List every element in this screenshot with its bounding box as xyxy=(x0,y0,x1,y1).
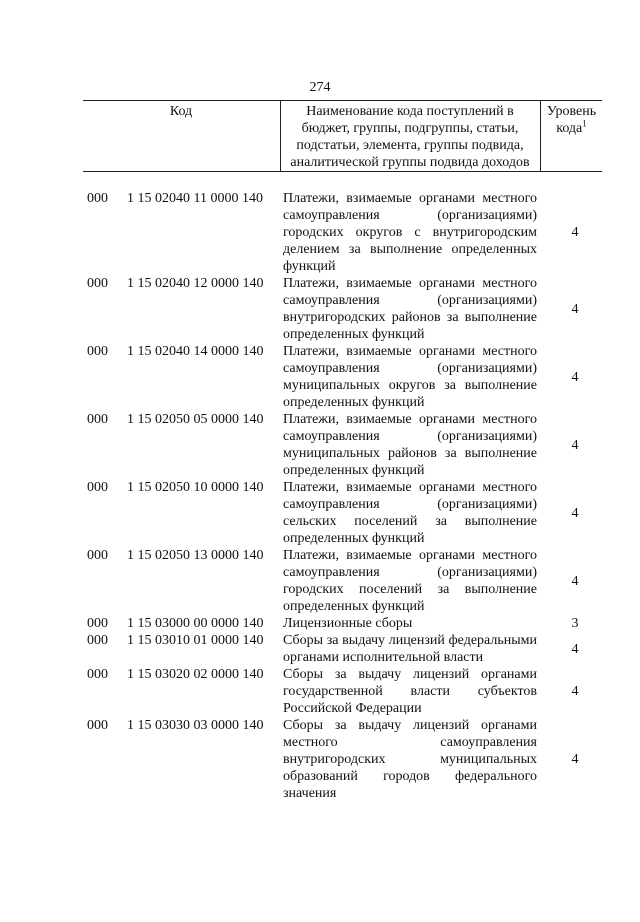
table-row xyxy=(0,632,640,666)
row-code: 1 15 03020 02 0000 140 xyxy=(127,667,264,682)
row-name: Сборы за выдачу лицензий органами местного самоуправления внутригородских муниципальных образований городов федерального значения xyxy=(283,718,537,801)
row-code: 1 15 03030 03 0000 140 xyxy=(127,718,264,733)
row-level: 4 xyxy=(571,641,579,657)
row-prefix: 000 xyxy=(87,616,108,631)
row-code: 1 15 02040 12 0000 140 xyxy=(127,276,264,291)
row-name: Сборы за выдачу лицензий федеральными органами исполнительной власти xyxy=(283,633,537,665)
header-level-footnote: 1 xyxy=(582,118,587,129)
row-code: 1 15 03000 00 0000 140 xyxy=(127,616,264,631)
table-row xyxy=(0,343,640,411)
table-row xyxy=(0,547,640,615)
row-code: 1 15 02050 05 0000 140 xyxy=(127,412,264,427)
table-row xyxy=(0,479,640,547)
row-name: Платежи, взимаемые органами местного самоуправления (организациями) муниципальных районов за выполнение определенных функций xyxy=(283,412,537,478)
row-prefix: 000 xyxy=(87,633,108,648)
table-header xyxy=(83,100,602,172)
row-prefix: 000 xyxy=(87,276,108,291)
row-level: 3 xyxy=(571,616,579,631)
row-prefix: 000 xyxy=(87,480,108,495)
row-level: 4 xyxy=(571,752,579,767)
row-prefix: 000 xyxy=(87,667,108,682)
row-name: Лицензионные сборы xyxy=(283,616,413,631)
row-code: 1 15 03010 01 0000 140 xyxy=(127,633,264,648)
row-name: Платежи, взимаемые органами местного самоуправления (организациями) внутригородских районов за выполнение определенных функций xyxy=(283,276,537,342)
row-name: Сборы за выдачу лицензий органами государственной власти субъектов Российской Федерации xyxy=(283,667,537,716)
row-level: 4 xyxy=(571,437,579,453)
header-code: Код xyxy=(169,104,193,119)
row-level: 4 xyxy=(571,301,579,317)
header-level-label: Уровень кода xyxy=(546,104,597,136)
row-code: 1 15 02050 13 0000 140 xyxy=(127,548,264,563)
row-prefix: 000 xyxy=(87,191,108,206)
table-row xyxy=(0,411,640,479)
table-row xyxy=(0,190,640,275)
row-code: 1 15 02050 10 0000 140 xyxy=(127,480,264,495)
row-code: 1 15 02040 11 0000 140 xyxy=(127,191,263,206)
header-level xyxy=(541,103,602,137)
row-prefix: 000 xyxy=(87,548,108,563)
table-row xyxy=(0,666,640,717)
row-prefix: 000 xyxy=(87,412,108,427)
row-level: 4 xyxy=(571,573,579,589)
row-level: 4 xyxy=(571,369,579,385)
table-row xyxy=(0,615,640,632)
page-number: 274 xyxy=(309,80,331,95)
row-level: 4 xyxy=(571,505,579,521)
row-code: 1 15 02040 14 0000 140 xyxy=(127,344,264,359)
row-name: Платежи, взимаемые органами местного самоуправления (организациями) сельских поселений за выполнение определенных функций xyxy=(283,480,537,546)
table-row xyxy=(0,717,640,802)
table-row xyxy=(0,275,640,343)
row-level: 4 xyxy=(571,684,579,699)
row-prefix: 000 xyxy=(87,344,108,359)
row-name: Платежи, взимаемые органами местного самоуправления (организациями) городских округов с внутригородским делением за выполнение определенных функций xyxy=(283,191,537,274)
header-name: Наименование кода поступлений в бюджет, группы, подгруппы, статьи, подстатьи, элемента, группы подвида, аналитической группы подвида доходов xyxy=(290,104,530,170)
row-level: 4 xyxy=(571,225,579,240)
row-name: Платежи, взимаемые органами местного самоуправления (организациями) городских поселений за выполнение определенных функций xyxy=(283,548,537,614)
row-prefix: 000 xyxy=(87,718,108,733)
row-name: Платежи, взимаемые органами местного самоуправления (организациями) муниципальных округов за выполнение определенных функций xyxy=(283,344,537,410)
table-body xyxy=(0,190,640,802)
